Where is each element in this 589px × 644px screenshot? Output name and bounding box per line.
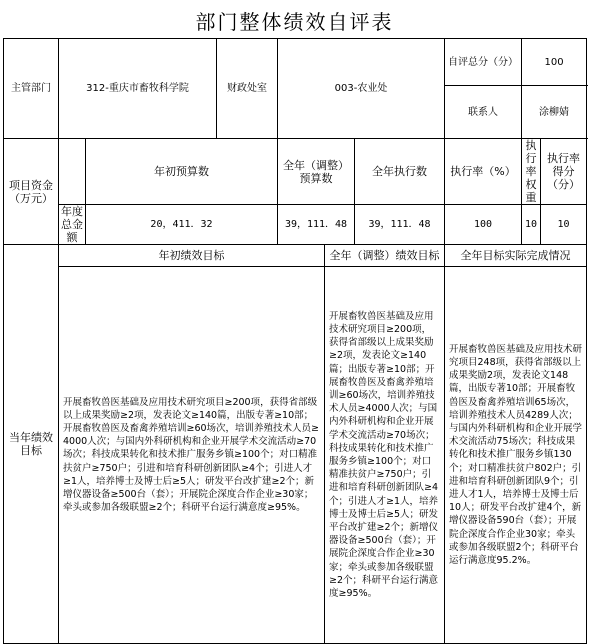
- exec-rate-value: 100: [445, 205, 522, 245]
- goals-header-row: [4, 245, 587, 267]
- col-initial-budget: 年初预算数: [86, 139, 278, 205]
- exec-score-value: 10: [541, 205, 587, 245]
- col-exec-weight: 执行率权重: [522, 139, 541, 205]
- initial-goals-text: 开展畜牧兽医基础及应用技术研究项目≥200项，获得省部级以上成果奖励≥2项，发表论文≥140篇，出版专著≥10部；开展畜牧兽医及畜禽养殖培训≥60场次，培训养殖技术人员≥4000人次；与国内外科研机构和企业开展学术交流活动≥70场次；科技成果转化和技术推广服务乡镇≥100个；对口精准扶贫户≥750户；引进和培育科研创新团队≥4个；引进人才≥1人，培养博士及博士后≥5人；研发平台改扩建≥2个；新增仪器设备≥500台（套）；开展院企深度合作企业≥30家；牵头或参加各级联盟≥2个；科研平台运行满意度≥95%。: [59, 267, 325, 644]
- funds-row-label: 项目资金（万元）: [4, 139, 59, 245]
- contact-label: 联系人: [445, 86, 522, 139]
- finance-label: 财政处室: [217, 39, 278, 139]
- dept-row: [4, 39, 587, 86]
- finance-value: 003-农业处: [278, 39, 445, 139]
- col-exec-score: 执行率得分（分）: [541, 139, 587, 205]
- col-adjusted-goals: 全年（调整）绩效目标: [325, 245, 445, 267]
- initial-budget-value: 20，411．32: [86, 205, 278, 245]
- dept-label: 主管部门: [4, 39, 59, 139]
- adjusted-goals-text: 开展畜牧兽医基础及应用技术研究项目≥200项，获得省部级以上成果奖励≥2项，发表论文≥140篇；出版专著≥10部；开展畜牧兽医及畜禽养殖培训≥60场次，培训养殖技术人员≥4000人次；与国内外科研机构和企业开展学术交流活动≥70场次；科技成果转化和技术推广服务乡镇≥100个；对口精准扶贫户≥750户；引进和培育科研创新团队≥4个；引进人才≥1人，培养博士及博士后≥5人；研发平台改扩建≥2个；新增仪器设备≥500台（套）；开展院企深度合作企业≥30家；牵头或参加各级联盟≥2个；科研平台运行满意度≥95%。: [325, 267, 445, 644]
- performance-table: [3, 38, 587, 644]
- actual-completion-text: 开展畜牧兽医基础及应用技术研究项目248项，获得省部级以上成果奖励2项，发表论文148篇，出版专著10部；开展畜牧兽医及畜禽养殖培训65场次，培训养殖技术人员4289人次；与国内外科研机构和企业开展学术交流活动75场次；科技成果转化和技术推广服务乡镇130个；对口精准扶贫户802户；引进和培育科研创新团队9个；引进人才1人，培养博士及博士后10人；研发平台改扩建4个，新增仪器设备590台（套）；开展院企深度合作企业30家；牵头或参加各级联盟2个；科研平台运行满意度95.2%。: [445, 267, 587, 644]
- goals-row-label: 当年绩效目标: [4, 245, 59, 644]
- funds-header-row: [4, 139, 587, 205]
- col-initial-goals: 年初绩效目标: [59, 245, 325, 267]
- score-label: 自评总分（分）: [445, 39, 522, 86]
- score-value: 100: [522, 39, 587, 86]
- dept-value: 312-重庆市畜牧科学院: [59, 39, 217, 139]
- col-exec-rate: 执行率（%）: [445, 139, 522, 205]
- page-title: 部门整体绩效自评表: [195, 10, 394, 34]
- col-actual-completion: 全年目标实际完成情况: [445, 245, 587, 267]
- col-adjusted-budget: 全年（调整）预算数: [278, 139, 355, 205]
- col-executed: 全年执行数: [355, 139, 445, 205]
- funds-value-row: [4, 205, 587, 245]
- adjusted-budget-value: 39，111．48: [278, 205, 355, 245]
- exec-weight-value: 10: [522, 205, 541, 245]
- executed-value: 39，111．48: [355, 205, 445, 245]
- contact-value: 涂柳婧: [522, 86, 587, 139]
- total-label: 年度总金额: [59, 205, 86, 245]
